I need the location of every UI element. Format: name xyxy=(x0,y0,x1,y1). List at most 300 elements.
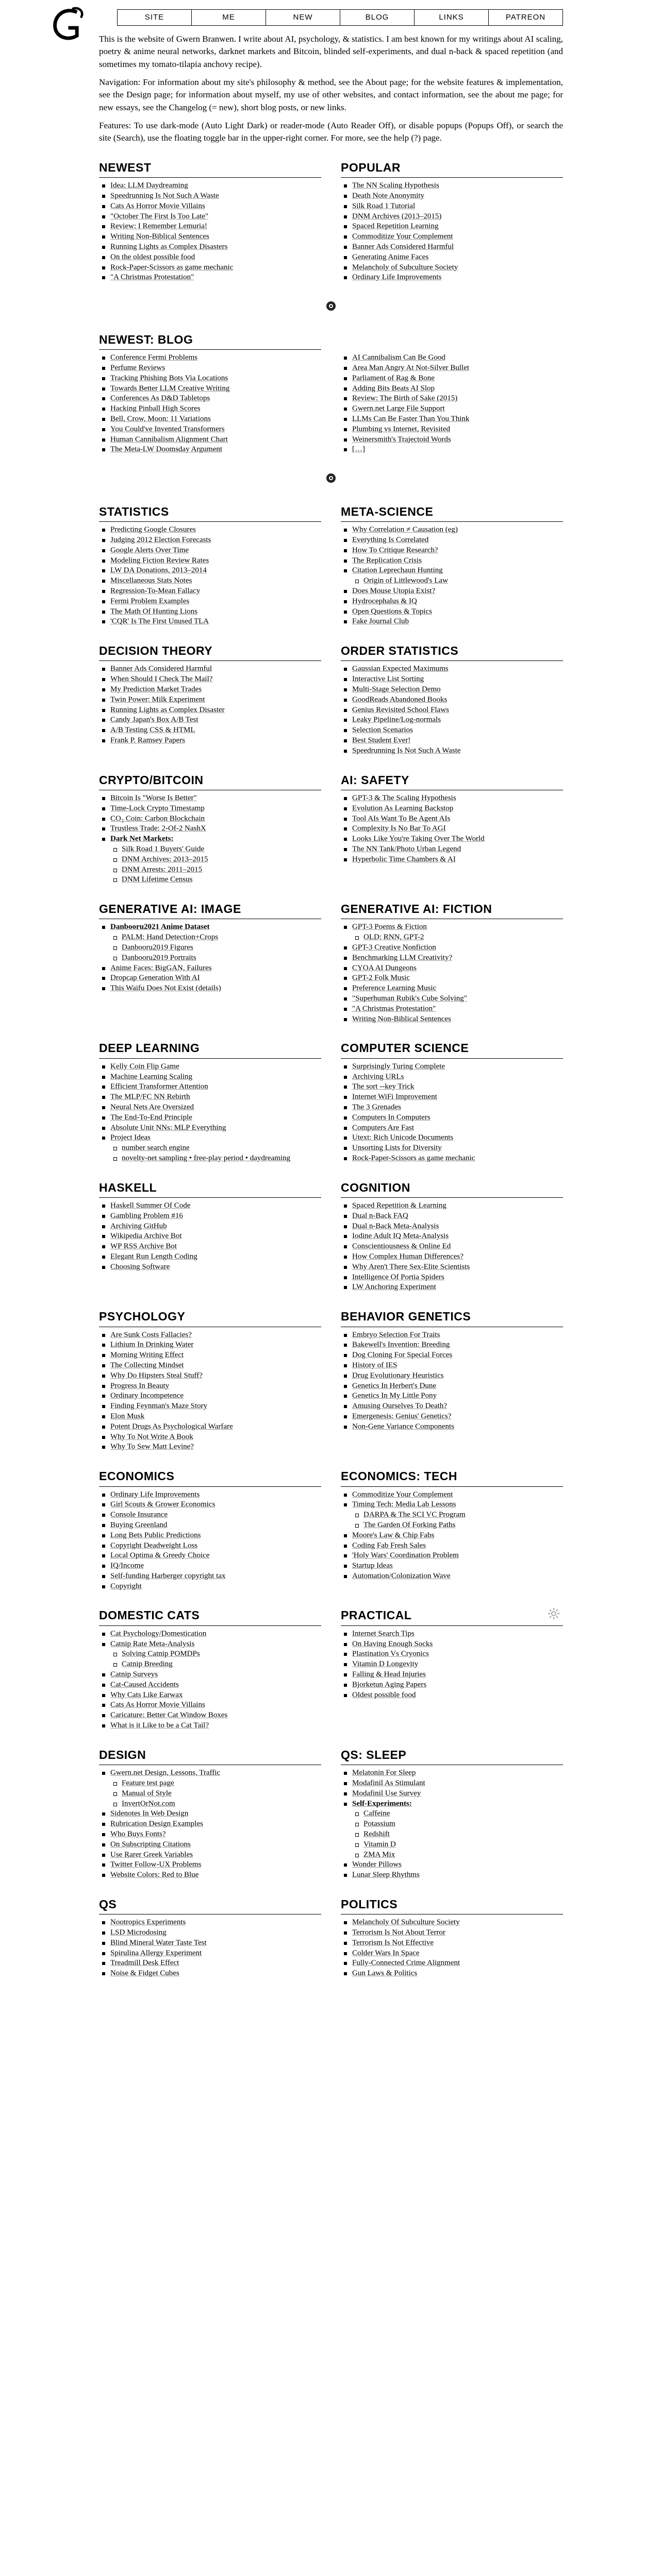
section-link-list xyxy=(99,1490,321,1592)
essay-link[interactable]: Anime Faces: BigGAN, Failures xyxy=(110,963,212,972)
section-link-list xyxy=(341,1768,563,1880)
essay-link[interactable]: Vitamin D xyxy=(363,1840,396,1849)
essay-link[interactable]: Modeling Fiction Review Rates xyxy=(110,556,209,565)
essay-link[interactable]: number search engine xyxy=(122,1144,190,1153)
essay-link[interactable]: Miscellaneous Stats Notes xyxy=(110,577,192,585)
section-heading[interactable]: NEWEST xyxy=(99,159,321,178)
essay-link[interactable]: Candy Japan's Box A/B Test xyxy=(110,716,198,724)
essay-link[interactable]: Genetics In Herbert's Dune xyxy=(352,1381,437,1390)
section-cognition xyxy=(341,1179,563,1293)
list-item xyxy=(99,1768,321,1778)
essay-link[interactable]: Cat Psychology/Domestication xyxy=(110,1629,207,1638)
essay-link[interactable]: Perfume Reviews xyxy=(110,363,166,372)
section-heading[interactable]: GENERATIVE AI: IMAGE xyxy=(99,901,321,919)
essay-link[interactable]: Cats As Horror Movie Villains xyxy=(110,1701,205,1709)
essay-link[interactable]: Why To Sew Matt Levine? xyxy=(110,1443,194,1451)
essay-link[interactable]: Speedrunning Is Not Such A Waste xyxy=(110,192,219,200)
essay-link[interactable]: Kelly Coin Flip Game xyxy=(110,1062,179,1071)
essay-link[interactable]: CYOA AI Dungeons xyxy=(352,963,417,972)
essay-link[interactable]: On Having Enough Socks xyxy=(352,1639,433,1648)
essay-link[interactable]: The Math Of Hunting Lions xyxy=(110,607,198,616)
list-item xyxy=(341,1262,563,1273)
essay-link[interactable]: The sort --key Trick xyxy=(352,1082,415,1091)
section-heading[interactable]: STATISTICS xyxy=(99,503,321,522)
essay-link[interactable]: Cats As Horror Movie Villains xyxy=(110,201,205,210)
essay-link[interactable]: Utext: Rich Unicode Documents xyxy=(352,1133,454,1142)
essay-link[interactable]: Gambling Problem #16 xyxy=(110,1211,183,1220)
essay-link[interactable]: Automation/Colonization Wave xyxy=(352,1571,451,1580)
essay-link[interactable]: GPT-3 Poems & Fiction xyxy=(352,923,427,931)
essay-link[interactable]: Intelligence Of Portia Spiders xyxy=(352,1273,444,1281)
essay-link[interactable]: Archiving URLs xyxy=(352,1072,404,1081)
list-item xyxy=(341,953,563,963)
section-heading[interactable]: COMPUTER SCIENCE xyxy=(341,1040,563,1058)
list-item xyxy=(99,242,321,252)
essay-link[interactable]: DNM Archives: 2013–2015 xyxy=(122,855,208,863)
essay-link[interactable]: Bakewell's Invention: Breeding xyxy=(352,1341,450,1349)
essay-link[interactable]: DARPA & The SCI VC Program xyxy=(363,1511,466,1519)
essay-link[interactable]: Leaky Pipeline/Log-normals xyxy=(352,716,441,724)
essay-link[interactable]: Spaced Repetition Learning xyxy=(352,222,439,231)
essay-link[interactable]: 'Holy Wars' Coordination Problem xyxy=(352,1551,459,1560)
essay-link[interactable]: LW Anchoring Experiment xyxy=(352,1283,436,1292)
essay-link[interactable]: Manual of Style xyxy=(122,1789,172,1798)
essay-link[interactable]: Project Ideas xyxy=(110,1133,151,1142)
list-item xyxy=(99,1231,321,1242)
essay-link[interactable]: Genetics In My Little Pony xyxy=(352,1392,437,1400)
essay-link[interactable]: My Prediction Market Trades xyxy=(110,685,202,694)
essay-link[interactable]: Parliament of Rag & Bone xyxy=(352,374,435,382)
essay-link[interactable]: Why To Not Write A Book xyxy=(110,1432,193,1441)
essay-link[interactable]: Solving Catnip POMDPs xyxy=(122,1650,200,1658)
essay-link[interactable]: Finding Feynman's Maze Story xyxy=(110,1402,208,1411)
essay-link[interactable]: Gun Laws & Politics xyxy=(352,1969,418,1978)
essay-link[interactable]: How Complex Human Differences? xyxy=(352,1252,464,1261)
essay-link[interactable]: Caffeine xyxy=(363,1809,390,1818)
essay-link[interactable]: novelty-net sampling • free-play period • daydreaming xyxy=(122,1154,291,1162)
essay-link[interactable]: Dual n-Back FAQ xyxy=(352,1211,408,1220)
essay-link[interactable]: Startup Ideas xyxy=(352,1562,393,1570)
list-item xyxy=(341,363,563,374)
essay-link[interactable]: How To Critique Research? xyxy=(352,546,438,554)
list-item xyxy=(341,1201,563,1211)
essay-link[interactable]: Colder Wars In Space xyxy=(352,1948,420,1957)
essay-link[interactable]: Why Cats Like Earwax xyxy=(110,1690,183,1699)
essay-link[interactable]: Tracking Phishing Bots Via Locations xyxy=(110,374,228,382)
essay-link[interactable]: Archiving GitHub xyxy=(110,1222,167,1230)
essay-link[interactable]: […] xyxy=(352,445,365,454)
essay-link[interactable]: Self-Experiments: xyxy=(352,1799,412,1808)
essay-link[interactable]: Writing Non-Biblical Sentences xyxy=(352,1014,451,1023)
essay-link[interactable]: Efficient Transformer Attention xyxy=(110,1082,208,1091)
essay-link[interactable]: Best Student Ever! xyxy=(352,736,411,745)
essay-link[interactable]: "A Christmas Protestation" xyxy=(110,273,194,282)
essay-link[interactable]: Running Lights as Complex Disasters xyxy=(110,243,228,251)
essay-link[interactable]: Multi-Stage Selection Demo xyxy=(352,685,441,694)
essay-link[interactable]: Progress In Beauty xyxy=(110,1381,170,1390)
essay-link[interactable]: Moore's Law & Chip Fabs xyxy=(352,1531,435,1539)
essay-link[interactable]: Danbooru2019 Figures xyxy=(122,943,193,952)
essay-link[interactable]: Twin Power: Milk Experiment xyxy=(110,695,205,704)
section-heading[interactable]: ECONOMICS: TECH xyxy=(341,1468,563,1486)
essay-link[interactable]: Coding Fab Fresh Sales xyxy=(352,1541,426,1550)
essay-link[interactable]: Gaussian Expected Maximums xyxy=(352,665,449,673)
essay-link[interactable]: Catnip Rate Meta-Analysis xyxy=(110,1639,195,1648)
essay-link[interactable]: Danbooru2021 Anime Dataset xyxy=(110,923,210,931)
essay-link[interactable]: Lithium In Drinking Water xyxy=(110,1341,194,1349)
section-heading[interactable]: NEWEST: BLOG xyxy=(99,331,321,350)
essay-link[interactable]: Predicting Google Closures xyxy=(110,526,196,534)
essay-link[interactable]: Melancholy of Subculture Society xyxy=(352,263,458,272)
essay-link[interactable]: Frank P. Ramsey Papers xyxy=(110,736,185,745)
essay-link[interactable]: Who Buys Fonts? xyxy=(110,1829,166,1838)
essay-link[interactable]: The NN Tank/Photo Urban Legend xyxy=(352,844,461,853)
essay-link[interactable]: Silk Road 1 Tutorial xyxy=(352,201,416,210)
site-logo-icon[interactable] xyxy=(49,5,89,44)
essay-link[interactable]: Spirulina Allergy Experiment xyxy=(110,1948,202,1957)
essay-link[interactable]: Amusing Ourselves To Death? xyxy=(352,1402,448,1411)
essay-link[interactable]: Why Do Hipsters Steal Stuff? xyxy=(110,1371,203,1380)
essay-link[interactable]: This Waifu Does Not Exist (details) xyxy=(110,984,221,993)
section-link-list xyxy=(99,1629,321,1731)
essay-link[interactable]: Drug Evolutionary Heuristics xyxy=(352,1371,444,1380)
essay-link[interactable]: Melancholy Of Subculture Society xyxy=(352,1918,460,1927)
nav-link-site[interactable]: SITE xyxy=(118,10,192,25)
essay-link[interactable]: The Replication Crisis xyxy=(352,556,422,565)
section-heading[interactable]: ECONOMICS xyxy=(99,1468,321,1486)
essay-link[interactable]: Absolute Unit NNs: MLP Everything xyxy=(110,1123,226,1132)
list-item xyxy=(341,834,563,844)
essay-link[interactable]: Rock-Paper-Scissors as game mechanic xyxy=(352,1154,475,1162)
list-item xyxy=(341,705,563,716)
essay-link[interactable]: Twitter Follow-UX Problems xyxy=(110,1860,202,1869)
essay-link[interactable]: Area Man Angry At Not-Silver Bullet xyxy=(352,363,470,372)
essay-link[interactable]: Writing Non-Biblical Sentences xyxy=(110,232,209,241)
essay-link[interactable]: Selection Scenarios xyxy=(352,726,413,735)
essay-link[interactable]: Choosing Software xyxy=(110,1262,170,1271)
list-item xyxy=(99,566,321,576)
essay-link[interactable]: GoodReads Abandoned Books xyxy=(352,695,448,704)
essay-link[interactable]: Hydrocephalus & IQ xyxy=(352,597,417,605)
essay-link[interactable]: Use Rarer Greek Variables xyxy=(110,1850,193,1859)
essay-link[interactable]: 'CQR' Is The First Unused TLA xyxy=(110,617,209,626)
nav-link-patreon[interactable]: PATREON xyxy=(505,13,546,22)
section-heading[interactable]: PRACTICAL xyxy=(341,1607,563,1625)
essay-link[interactable]: Conscientiousness & Online Ed xyxy=(352,1242,451,1251)
essay-link[interactable]: Neural Nets Are Oversized xyxy=(110,1103,194,1111)
essay-link[interactable]: WP RSS Archive Bot xyxy=(110,1242,177,1251)
essay-link[interactable]: History of IES xyxy=(352,1361,398,1369)
essay-link[interactable]: Copyright xyxy=(110,1582,142,1590)
section-heading[interactable]: DESIGN xyxy=(99,1747,321,1765)
essay-link[interactable]: Modafinil Use Survey xyxy=(352,1789,421,1798)
essay-link[interactable]: Adding Bits Beats AI Slop xyxy=(352,384,435,393)
essay-link[interactable]: Buying Greenland xyxy=(110,1520,168,1529)
essay-link[interactable]: GPT-3 Creative Nonfiction xyxy=(352,943,436,952)
essay-link[interactable]: Surprisingly Turing Complete xyxy=(352,1062,445,1071)
section-heading[interactable]: META-SCIENCE xyxy=(341,503,563,522)
essay-link[interactable]: InvertOrNot.com xyxy=(122,1799,175,1808)
essay-link[interactable]: IQ/Income xyxy=(110,1562,144,1570)
essay-link[interactable]: The Meta-LW Doomsday Argument xyxy=(110,445,223,454)
essay-link[interactable]: DNM Archives (2013–2015) xyxy=(352,212,442,221)
section-divider-icon xyxy=(99,300,563,316)
essay-link[interactable]: OLD: RNN, GPT-2 xyxy=(363,933,424,942)
essay-link[interactable]: "October The First Is Too Late" xyxy=(110,212,209,221)
nav-link-links[interactable]: LINKS xyxy=(415,10,489,25)
essay-link[interactable]: Dog Cloning For Special Forces xyxy=(352,1351,453,1360)
list-item xyxy=(99,1958,321,1969)
essay-link[interactable]: Plastination Vs Cryonics xyxy=(352,1650,429,1658)
essay-link[interactable]: Copyright Deadweight Loss xyxy=(110,1541,198,1550)
essay-link[interactable]: LSD Microdosing xyxy=(110,1928,167,1937)
essay-link[interactable]: Generating Anime Faces xyxy=(352,252,429,261)
essay-link[interactable]: The Collecting Mindset xyxy=(110,1361,184,1369)
essay-link[interactable]: Spaced Repetition & Learning xyxy=(352,1201,446,1210)
section-heading[interactable]: PSYCHOLOGY xyxy=(99,1308,321,1327)
intro xyxy=(99,33,563,145)
list-item xyxy=(341,814,563,824)
list-item xyxy=(341,1629,563,1639)
essay-link[interactable]: CO₂ Coin: Carbon Blockchain xyxy=(110,814,205,823)
essay-link[interactable]: Time-Lock Crypto Timestamp xyxy=(110,804,205,812)
section-meta-science xyxy=(341,503,563,627)
essay-link[interactable]: On the oldest possible food xyxy=(110,252,195,261)
essay-link[interactable]: Internet Search Tips xyxy=(352,1629,415,1638)
essay-link[interactable]: Bjorketun Aging Papers xyxy=(352,1680,427,1689)
essay-link[interactable]: Embryo Selection For Traits xyxy=(352,1330,440,1339)
essay-link[interactable]: Rock-Paper-Scissors as game mechanic xyxy=(110,263,234,272)
essay-link[interactable]: Tool AIs Want To Be Agent AIs xyxy=(352,814,451,823)
essay-link[interactable]: Banner Ads Considered Harmful xyxy=(110,665,212,673)
section-heading[interactable]: HASKELL xyxy=(99,1179,321,1198)
essay-link[interactable]: Preference Learning Music xyxy=(352,984,437,993)
essay-link[interactable]: Noise & Fidget Cubes xyxy=(110,1969,179,1978)
essay-link[interactable]: You Could've Invented Transformers xyxy=(110,425,225,433)
essay-link[interactable]: Rubrication Design Examples xyxy=(110,1820,203,1828)
essay-link[interactable]: Benchmarking LLM Creativity? xyxy=(352,953,453,962)
essay-link[interactable]: Review: I Remember Lemuria! xyxy=(110,222,207,231)
essay-link[interactable]: Danbooru2019 Portraits xyxy=(122,953,196,962)
essay-link[interactable]: Fermi Problem Examples xyxy=(110,597,190,605)
essay-link[interactable]: Bitcoin Is "Worse Is Better" xyxy=(110,793,197,802)
essay-link[interactable]: LLMs Can Be Faster Than You Think xyxy=(352,414,470,423)
section-heading[interactable]: AI: SAFETY xyxy=(341,772,563,790)
essay-link[interactable]: Are Sunk Costs Fallacies? xyxy=(110,1330,192,1339)
essay-link[interactable]: Timing Tech: Media Lab Lessons xyxy=(352,1500,456,1509)
essay-link[interactable]: "A Christmas Protestation" xyxy=(352,1004,436,1013)
essay-link[interactable]: Iodine Adult IQ Meta-Analysis xyxy=(352,1232,449,1241)
essay-link[interactable]: Falling & Head Injuries xyxy=(352,1670,426,1679)
essay-link[interactable]: Gwern.net Design, Lessons, Traffic xyxy=(110,1769,221,1777)
list-item xyxy=(341,963,563,974)
essay-link[interactable]: PALM: Hand Detection+Crops xyxy=(122,933,219,942)
essay-link[interactable]: Trustless Trade: 2-Of-2 NashX xyxy=(110,824,206,833)
essay-link[interactable]: What is it Like to be a Cat Tail? xyxy=(110,1721,209,1730)
essay-link[interactable]: Redshift xyxy=(363,1829,390,1838)
essay-link[interactable]: Lunar Sleep Rhythms xyxy=(352,1871,420,1879)
list-item xyxy=(341,1809,563,1819)
essay-link[interactable]: Judging 2012 Election Forecasts xyxy=(110,535,211,544)
essay-link[interactable]: Cat-Caused Accidents xyxy=(110,1680,179,1689)
essay-link[interactable]: Ordinary Life Improvements xyxy=(110,1490,200,1499)
essay-link[interactable]: Dual n-Back Meta-Analysis xyxy=(352,1222,439,1230)
essay-link[interactable]: Commoditize Your Complement xyxy=(352,1490,453,1499)
list-item xyxy=(341,414,563,425)
essay-link[interactable]: Hyperbolic Time Chambers & AI xyxy=(352,855,456,863)
essay-link[interactable]: Dark Net Markets: xyxy=(110,835,174,843)
section-heading[interactable]: QS xyxy=(99,1896,321,1914)
essay-link[interactable]: Feature test page xyxy=(122,1778,174,1787)
essay-link[interactable]: Idea: LLM Daydreaming xyxy=(110,181,188,190)
essay-link[interactable]: Running Lights as Complex Disaster xyxy=(110,705,225,714)
essay-link[interactable]: The MLP/FC NN Rebirth xyxy=(110,1093,190,1101)
essay-link[interactable]: Does Mouse Utopia Exist? xyxy=(352,586,436,595)
essay-link[interactable]: Commoditize Your Complement xyxy=(352,232,453,241)
section-link-list xyxy=(99,1330,321,1453)
essay-link[interactable]: DNM Arrests: 2011–2015 xyxy=(122,865,203,874)
essay-link[interactable]: Computers Are Fast xyxy=(352,1123,414,1132)
essay-link[interactable]: Potassium xyxy=(363,1820,395,1828)
essay-link[interactable]: Sidenotes In Web Design xyxy=(110,1809,189,1818)
essay-link[interactable]: Interactive List Sorting xyxy=(352,675,424,684)
essay-link[interactable]: Vitamin D Longevity xyxy=(352,1660,419,1669)
essay-link[interactable]: Terrorism Is Not About Terror xyxy=(352,1928,445,1937)
essay-link[interactable]: Fake Journal Club xyxy=(352,617,409,626)
essay-link[interactable]: Emergenesis: Genius' Genetics? xyxy=(352,1412,452,1420)
essay-link[interactable]: Towards Better LLM Creative Writing xyxy=(110,384,230,393)
essay-link[interactable]: Blind Mineral Water Taste Test xyxy=(110,1938,207,1947)
essay-link[interactable]: Conference Fermi Problems xyxy=(110,353,198,362)
essay-link[interactable]: ZMA Mix xyxy=(363,1850,395,1859)
essay-link[interactable]: Machine Learning Scaling xyxy=(110,1072,193,1081)
nav-link-new[interactable]: NEW xyxy=(266,10,340,25)
essay-link[interactable]: Human Cannibalism Alignment Chart xyxy=(110,435,228,444)
essay-link[interactable]: Complexity Is No Bar To AGI xyxy=(352,824,446,833)
essay-link[interactable]: Potent Drugs As Psychological Warfare xyxy=(110,1422,233,1431)
essay-link[interactable]: Why Correlation ≠ Causation (eg) xyxy=(352,526,458,534)
essay-link[interactable]: Death Note Anonymity xyxy=(352,192,424,200)
essay-link[interactable]: Ordinary Life Improvements xyxy=(352,273,442,282)
essay-link[interactable]: Computers In Computers xyxy=(352,1113,431,1122)
essay-link[interactable]: The NN Scaling Hypothesis xyxy=(352,181,439,190)
essay-link[interactable]: Elegant Run Length Coding xyxy=(110,1252,197,1261)
essay-link[interactable]: Evolution As Learning Backstop xyxy=(352,804,454,812)
essay-link[interactable]: Caricature: Better Cat Window Boxes xyxy=(110,1711,228,1720)
essay-link[interactable]: Non-Gene Variance Components xyxy=(352,1422,455,1431)
essay-link[interactable]: GPT-2 Folk Music xyxy=(352,974,410,982)
section-heading[interactable]: ORDER STATISTICS xyxy=(341,642,563,661)
essay-link[interactable]: Regression-To-Mean Fallacy xyxy=(110,586,201,595)
essay-link[interactable]: Website Colors: Red to Blue xyxy=(110,1871,199,1879)
essay-link[interactable]: Bell, Crow, Moon: 11 Variations xyxy=(110,414,211,423)
list-item xyxy=(341,855,563,865)
essay-link[interactable]: Unsorting Lists for Diversity xyxy=(352,1144,442,1153)
nav-link-me[interactable]: ME xyxy=(192,10,266,25)
section-heading[interactable]: DOMESTIC CATS xyxy=(99,1607,321,1625)
essay-link[interactable]: Everything Is Correlated xyxy=(352,535,429,544)
essay-link[interactable]: Long Bets Public Predictions xyxy=(110,1531,201,1539)
nav-link-blog[interactable]: BLOG xyxy=(340,10,415,25)
essay-link[interactable]: On Subscripting Citations xyxy=(110,1840,191,1849)
list-item xyxy=(341,597,563,607)
section-heading[interactable]: DECISION THEORY xyxy=(99,642,321,661)
essay-link[interactable]: When Should I Check The Mail? xyxy=(110,675,213,684)
essay-link[interactable]: Citation Leprechaun Hunting xyxy=(352,566,443,575)
section-heading[interactable]: POLITICS xyxy=(341,1896,563,1914)
essay-link[interactable]: Looks Like You're Taking Over The World xyxy=(352,835,485,843)
essay-link[interactable]: Weinersmith's Trajectoid Words xyxy=(352,435,451,444)
essay-link[interactable]: Internet WiFi Improvement xyxy=(352,1093,437,1101)
essay-link[interactable]: Oldest possible food xyxy=(352,1690,416,1699)
essay-link[interactable]: Console Insurance xyxy=(110,1511,168,1519)
essay-link[interactable]: Modafinil As Stimulant xyxy=(352,1778,425,1787)
essay-link[interactable]: Girl Scouts & Grower Economics xyxy=(110,1500,216,1509)
essay-link[interactable]: Silk Road 1 Buyers' Guide xyxy=(122,844,205,853)
section-heading[interactable]: DEEP LEARNING xyxy=(99,1040,321,1058)
essay-link[interactable]: Why Aren't There Sex-Elite Scientists xyxy=(352,1262,470,1271)
essay-link[interactable]: The Garden Of Forking Paths xyxy=(363,1520,456,1529)
essay-link[interactable]: Melatonin For Sleep xyxy=(352,1769,416,1777)
essay-link[interactable]: Review: The Birth of Sake (2015) xyxy=(352,394,458,403)
essay-link[interactable]: Open Questions & Topics xyxy=(352,607,432,616)
list-item xyxy=(99,1340,321,1350)
essay-link[interactable]: A/B Testing CSS & HTML xyxy=(110,726,195,735)
settings-gear-icon[interactable] xyxy=(548,1607,560,1620)
list-item xyxy=(99,943,321,953)
essay-link[interactable]: Local Optima & Greedy Choice xyxy=(110,1551,210,1560)
section-heading[interactable]: COGNITION xyxy=(341,1179,563,1198)
list-item xyxy=(99,736,321,746)
essay-link[interactable]: GPT-3 & The Scaling Hypothesis xyxy=(352,793,456,802)
essay-link[interactable]: Haskell Summer Of Code xyxy=(110,1201,191,1210)
section-heading[interactable]: POPULAR xyxy=(341,159,563,178)
essay-link[interactable]: "Superhuman Rubik's Cube Solving" xyxy=(352,994,467,1003)
essay-link[interactable]: Catnip Surveys xyxy=(110,1670,158,1679)
essay-link[interactable]: Conferences As D&D Tabletops xyxy=(110,394,210,403)
essay-link[interactable]: Banner Ads Considered Harmful xyxy=(352,243,454,251)
section-heading[interactable]: QS: SLEEP xyxy=(341,1747,563,1765)
essay-link[interactable]: LW DA Donations, 2013–2014 xyxy=(110,566,207,575)
essay-link[interactable]: The 3 Grenades xyxy=(352,1103,401,1111)
essay-link[interactable]: Wikipedia Archive Bot xyxy=(110,1232,182,1241)
essay-link[interactable]: Ordinary Incompetence xyxy=(110,1392,184,1400)
essay-link[interactable]: Plumbing vs Internet, Revisited xyxy=(352,425,450,433)
essay-link[interactable]: Genius Revisited School Flaws xyxy=(352,705,449,714)
essay-link[interactable]: Morning Writing Effect xyxy=(110,1351,184,1360)
essay-link[interactable]: Terrorism Is Not Effective xyxy=(352,1938,434,1947)
essay-link[interactable]: Google Alerts Over Time xyxy=(110,546,189,554)
essay-link[interactable]: Self-funding Harberger copyright tax xyxy=(110,1571,226,1580)
essay-link[interactable]: Origin of Littlewood's Law xyxy=(363,577,448,585)
section-heading[interactable]: CRYPTO/BITCOIN xyxy=(99,772,321,790)
essay-link[interactable]: AI Cannibalism Can Be Good xyxy=(352,353,445,362)
essay-link[interactable]: The End-To-End Principle xyxy=(110,1113,192,1122)
essay-link[interactable]: Gwern.net Large File Support xyxy=(352,404,445,413)
essay-link[interactable]: Wonder Pillows xyxy=(352,1860,402,1869)
essay-link[interactable]: Fully-Connected Crime Alignment xyxy=(352,1959,460,1968)
essay-link[interactable]: Nootropics Experiments xyxy=(110,1918,186,1927)
essay-link[interactable]: Catnip Breeding xyxy=(122,1660,173,1669)
section-heading[interactable]: GENERATIVE AI: FICTION xyxy=(341,901,563,919)
essay-link[interactable]: Dropcap Generation With AI xyxy=(110,974,200,982)
essay-link[interactable]: Treadmill Desk Effect xyxy=(110,1959,179,1968)
section-heading[interactable]: BEHAVIOR GENETICS xyxy=(341,1308,563,1327)
essay-link[interactable]: Hacking Pinball High Scores xyxy=(110,404,201,413)
essay-link[interactable]: Speedrunning Is Not Such A Waste xyxy=(352,746,461,755)
essay-link[interactable]: Elon Musk xyxy=(110,1412,145,1420)
essay-link[interactable]: DNM Lifetime Census xyxy=(122,875,193,884)
